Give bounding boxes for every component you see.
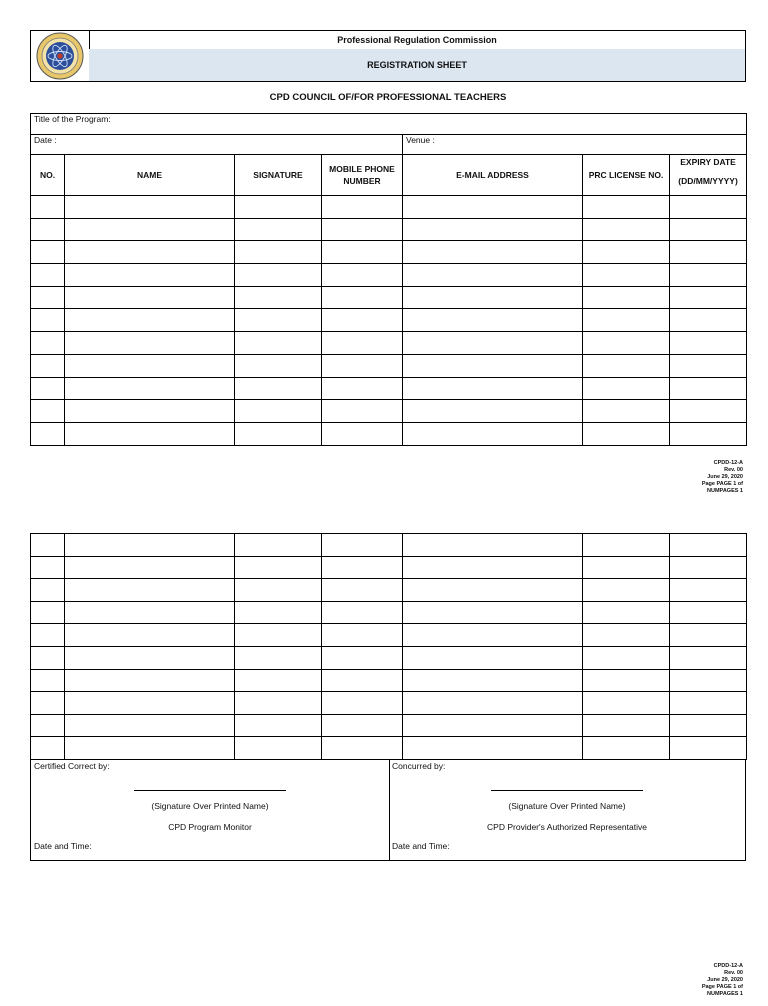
entry-cell[interactable] [583, 714, 670, 737]
entry-cell[interactable] [31, 737, 65, 760]
entry-cell[interactable] [31, 264, 65, 287]
entry-cell[interactable] [583, 737, 670, 760]
entry-cell[interactable] [65, 714, 235, 737]
entry-cell[interactable] [65, 241, 235, 264]
col-signature: SIGNATURE [235, 155, 322, 196]
entry-cell[interactable] [670, 646, 747, 669]
revision-block-page2 [702, 963, 743, 998]
entry-cell[interactable] [31, 400, 65, 423]
rev-code: Rev. 00 [724, 970, 743, 976]
entry-cell[interactable] [403, 669, 583, 692]
entry-cell[interactable] [65, 332, 235, 355]
table-row [31, 534, 747, 557]
col-mobile: MOBILE PHONE NUMBER [322, 155, 403, 196]
entry-cell[interactable] [670, 579, 747, 602]
table-row [31, 556, 747, 579]
entry-cell[interactable] [322, 579, 403, 602]
col-name: NAME [65, 155, 235, 196]
entry-cell[interactable] [31, 196, 65, 219]
doc-code: CPDD-12-A [713, 963, 743, 969]
entry-cell[interactable] [31, 556, 65, 579]
entry-cell[interactable] [235, 646, 322, 669]
entry-cell[interactable] [583, 579, 670, 602]
col-expiry [670, 155, 747, 196]
entry-cell[interactable] [403, 400, 583, 423]
entry-cell[interactable] [31, 534, 65, 557]
concurred-datetime: Date and Time: [392, 841, 450, 851]
logo-cell [31, 31, 90, 81]
rev-date: June 29, 2020 [707, 474, 743, 480]
table-row [31, 422, 747, 445]
entry-cell[interactable] [235, 556, 322, 579]
entry-cell[interactable] [583, 669, 670, 692]
entry-cell[interactable] [322, 646, 403, 669]
entry-cell[interactable] [583, 286, 670, 309]
entry-cell[interactable] [31, 646, 65, 669]
entry-cell[interactable] [583, 354, 670, 377]
entry-cell[interactable] [403, 264, 583, 287]
entry-cell[interactable] [403, 309, 583, 332]
entry-cell[interactable] [31, 669, 65, 692]
entry-cell[interactable] [65, 286, 235, 309]
entry-cell[interactable] [65, 556, 235, 579]
page-field: Page PAGE 1 of [701, 481, 743, 487]
concurred-block [389, 760, 745, 860]
entry-cell[interactable] [403, 332, 583, 355]
entry-cell[interactable] [322, 624, 403, 647]
entry-cell[interactable] [31, 218, 65, 241]
entry-cell[interactable] [235, 579, 322, 602]
entry-cell[interactable] [31, 714, 65, 737]
entry-cell[interactable] [31, 601, 65, 624]
entry-cell[interactable] [65, 579, 235, 602]
entry-cell[interactable] [65, 196, 235, 219]
entry-cell[interactable] [583, 556, 670, 579]
entry-cell[interactable] [322, 714, 403, 737]
prc-seal-icon [36, 32, 84, 80]
form-header [30, 30, 746, 82]
entry-cell[interactable] [65, 534, 235, 557]
entry-cell[interactable] [583, 332, 670, 355]
col-license: PRC LICENSE NO. [583, 155, 670, 196]
entry-cell[interactable] [670, 218, 747, 241]
entry-cell[interactable] [583, 309, 670, 332]
entry-cell[interactable] [31, 377, 65, 400]
entry-cell[interactable] [31, 309, 65, 332]
entry-cell[interactable] [235, 400, 322, 423]
entry-cell[interactable] [322, 286, 403, 309]
entry-cell[interactable] [583, 692, 670, 715]
entry-cell[interactable] [322, 196, 403, 219]
registration-table-page2 [30, 533, 747, 760]
entry-cell[interactable] [322, 377, 403, 400]
entry-cell[interactable] [235, 354, 322, 377]
entry-cell[interactable] [65, 422, 235, 445]
program-title-field[interactable] [31, 114, 747, 135]
entry-cell[interactable] [31, 354, 65, 377]
registration-table-page1 [30, 113, 747, 446]
entry-cell[interactable] [31, 422, 65, 445]
entry-cell[interactable] [403, 714, 583, 737]
entry-cell[interactable] [403, 579, 583, 602]
entry-cell[interactable] [670, 354, 747, 377]
entry-cell[interactable] [583, 601, 670, 624]
table-row [31, 218, 747, 241]
sheet-title: REGISTRATION SHEET [89, 49, 745, 81]
table-row [31, 286, 747, 309]
entry-cell[interactable] [235, 624, 322, 647]
certified-label: Certified Correct by: [34, 761, 110, 771]
entry-cell[interactable] [65, 646, 235, 669]
entry-cell[interactable] [670, 196, 747, 219]
entry-cell[interactable] [65, 264, 235, 287]
entry-cell[interactable] [670, 556, 747, 579]
table-row [31, 332, 747, 355]
entry-cell[interactable] [322, 737, 403, 760]
table-row [31, 377, 747, 400]
entry-cell[interactable] [403, 196, 583, 219]
entry-cell[interactable] [583, 422, 670, 445]
entry-cell[interactable] [31, 241, 65, 264]
entry-cell[interactable] [235, 218, 322, 241]
entry-cell[interactable] [65, 669, 235, 692]
entry-cell[interactable] [403, 218, 583, 241]
table-row [31, 579, 747, 602]
entry-cell[interactable] [403, 601, 583, 624]
entry-cell[interactable] [65, 400, 235, 423]
entry-cell[interactable] [235, 422, 322, 445]
certified-role: CPD Program Monitor [168, 822, 252, 832]
table-row [31, 692, 747, 715]
entry-cell[interactable] [670, 264, 747, 287]
entry-cell[interactable] [403, 624, 583, 647]
entry-cell[interactable] [403, 286, 583, 309]
entry-cell[interactable] [65, 377, 235, 400]
entry-cell[interactable] [322, 332, 403, 355]
entry-cell[interactable] [670, 692, 747, 715]
concurred-role: CPD Provider's Authorized Representative [487, 822, 647, 832]
entry-cell[interactable] [583, 400, 670, 423]
entry-cell[interactable] [322, 264, 403, 287]
entry-cell[interactable] [31, 286, 65, 309]
table-row [31, 624, 747, 647]
table-row [31, 737, 747, 760]
entry-cell[interactable] [583, 624, 670, 647]
table-row [31, 241, 747, 264]
entry-cell[interactable] [65, 692, 235, 715]
entry-cell[interactable] [670, 737, 747, 760]
table-row [31, 354, 747, 377]
table-row [31, 669, 747, 692]
entry-cell[interactable] [31, 579, 65, 602]
entry-cell[interactable] [403, 692, 583, 715]
col-expiry-label: EXPIRY DATE [680, 157, 736, 167]
certified-datetime: Date and Time: [34, 841, 92, 851]
entry-cell[interactable] [322, 218, 403, 241]
entry-cell[interactable] [322, 422, 403, 445]
entry-cell[interactable] [65, 737, 235, 760]
entry-cell[interactable] [583, 196, 670, 219]
concurred-label: Concurred by: [392, 761, 446, 771]
date-label: Date : [34, 135, 57, 145]
entry-cell[interactable] [322, 400, 403, 423]
certified-caption: (Signature Over Printed Name) [151, 801, 269, 811]
entry-cell[interactable] [670, 377, 747, 400]
entry-cell[interactable] [583, 264, 670, 287]
entry-cell[interactable] [235, 534, 322, 557]
col-no: NO. [31, 155, 65, 196]
revision-block-page1 [702, 460, 743, 495]
numpages-field: NUMPAGES 1 [707, 991, 743, 997]
entry-cell[interactable] [322, 669, 403, 692]
entry-cell[interactable] [670, 669, 747, 692]
certified-block [31, 760, 390, 860]
entry-cell[interactable] [235, 309, 322, 332]
entry-cell[interactable] [235, 241, 322, 264]
entry-cell[interactable] [670, 534, 747, 557]
entry-cell[interactable] [235, 601, 322, 624]
col-email: E-MAIL ADDRESS [403, 155, 583, 196]
col-expiry-format: (DD/MM/YYYY) [678, 176, 738, 186]
numpages-field: NUMPAGES 1 [707, 488, 743, 494]
entry-cell[interactable] [670, 332, 747, 355]
organization-name: Professional Regulation Commission [89, 31, 745, 50]
entry-cell[interactable] [31, 692, 65, 715]
entry-cell[interactable] [65, 218, 235, 241]
entry-cell[interactable] [583, 534, 670, 557]
page-field: Page PAGE 1 of [701, 984, 743, 990]
entry-cell[interactable] [403, 737, 583, 760]
entry-cell[interactable] [670, 624, 747, 647]
entry-cell[interactable] [235, 692, 322, 715]
entry-cell[interactable] [65, 601, 235, 624]
table-row [31, 196, 747, 219]
concurred-caption: (Signature Over Printed Name) [508, 801, 626, 811]
entry-cell[interactable] [322, 692, 403, 715]
entry-cell[interactable] [670, 422, 747, 445]
venue-label: Venue : [406, 135, 435, 145]
entry-cell[interactable] [670, 601, 747, 624]
entry-cell[interactable] [235, 714, 322, 737]
certified-signature-line[interactable] [134, 790, 286, 791]
entry-cell[interactable] [403, 241, 583, 264]
entry-cell[interactable] [235, 286, 322, 309]
table-row [31, 601, 747, 624]
entry-cell[interactable] [235, 377, 322, 400]
venue-field[interactable] [403, 135, 747, 155]
entry-cell[interactable] [31, 624, 65, 647]
entry-cell[interactable] [403, 354, 583, 377]
entry-cell[interactable] [403, 556, 583, 579]
entry-cell[interactable] [65, 354, 235, 377]
entry-cell[interactable] [670, 309, 747, 332]
rev-code: Rev. 00 [724, 467, 743, 473]
table-row [31, 714, 747, 737]
entry-cell[interactable] [670, 400, 747, 423]
program-title-label: Title of the Program: [34, 114, 111, 124]
doc-code: CPDD-12-A [713, 460, 743, 466]
table-row [31, 646, 747, 669]
table-row [31, 400, 747, 423]
entry-cell[interactable] [235, 264, 322, 287]
entry-cell[interactable] [322, 556, 403, 579]
entry-cell[interactable] [583, 377, 670, 400]
entry-cell[interactable] [322, 534, 403, 557]
entry-cell[interactable] [670, 714, 747, 737]
entry-cell[interactable] [235, 332, 322, 355]
entry-cell[interactable] [583, 241, 670, 264]
entry-cell[interactable] [403, 377, 583, 400]
entry-cell[interactable] [583, 646, 670, 669]
entry-cell[interactable] [403, 646, 583, 669]
column-header-row [31, 155, 747, 196]
entry-cell[interactable] [235, 196, 322, 219]
table-row [31, 309, 747, 332]
rev-date: June 29, 2020 [707, 977, 743, 983]
entry-cell[interactable] [235, 737, 322, 760]
entry-cell[interactable] [322, 241, 403, 264]
council-title: CPD COUNCIL OF/FOR PROFESSIONAL TEACHERS [269, 92, 507, 103]
entry-cell[interactable] [322, 309, 403, 332]
entry-cell[interactable] [65, 309, 235, 332]
entry-cell[interactable] [670, 241, 747, 264]
entry-cell[interactable] [583, 218, 670, 241]
entry-cell[interactable] [31, 332, 65, 355]
entry-cell[interactable] [403, 422, 583, 445]
table-row [31, 264, 747, 287]
entry-cell[interactable] [403, 534, 583, 557]
entry-cell[interactable] [235, 669, 322, 692]
concurred-signature-line[interactable] [491, 790, 643, 791]
date-field[interactable] [31, 135, 403, 155]
entry-cell[interactable] [65, 624, 235, 647]
entry-cell[interactable] [322, 601, 403, 624]
signature-section [30, 759, 746, 861]
entry-cell[interactable] [670, 286, 747, 309]
entry-cell[interactable] [322, 354, 403, 377]
